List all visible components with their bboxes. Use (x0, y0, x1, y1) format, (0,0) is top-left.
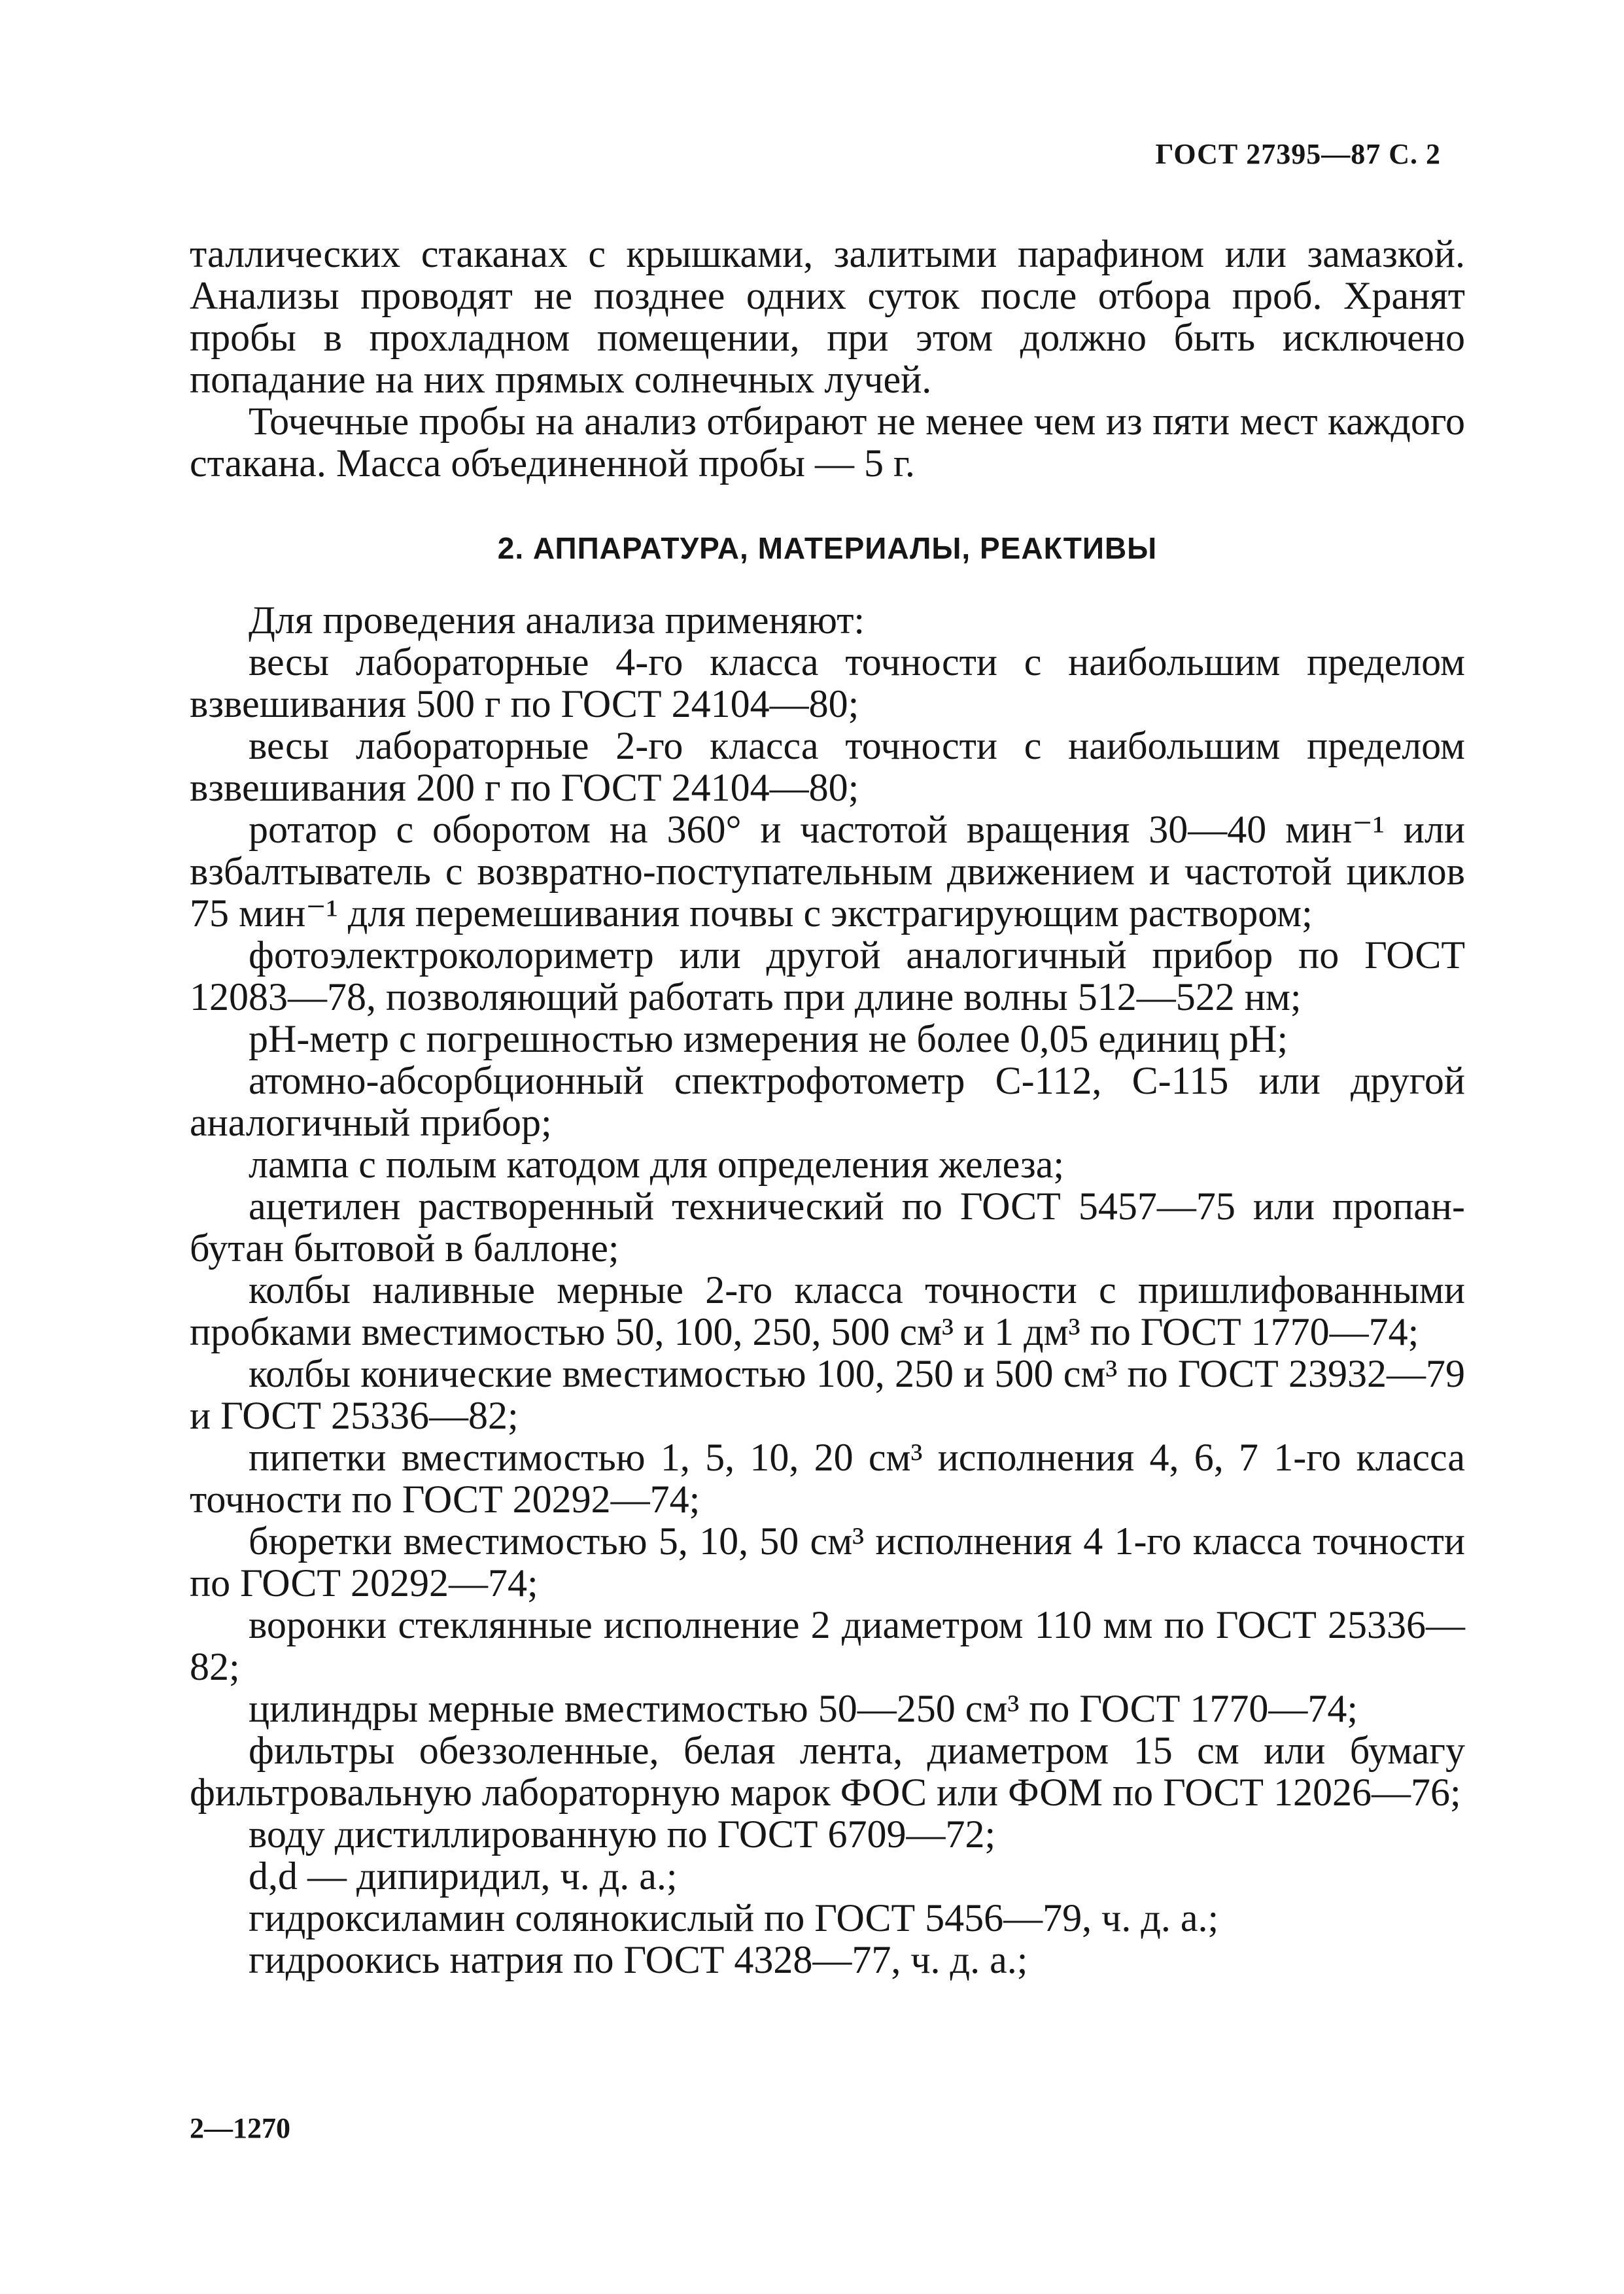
list-item: колбы наливные мерные 2-го класса точности с пришлифованными пробками вместимостью 50, 100, 250, 500 см³ и 1 дм³ по ГОСТ 1770—74; (190, 1268, 1465, 1353)
equipment-list (190, 641, 1465, 1981)
list-item: колбы конические вместимостью 100, 250 и 500 см³ по ГОСТ 23932—79 и ГОСТ 25336—82; (190, 1352, 1465, 1437)
body-text (190, 233, 1465, 1981)
list-item: воронки стеклянные исполнение 2 диаметром 110 мм по ГОСТ 25336—82; (190, 1603, 1465, 1688)
list-item: d,d — дипиридил, ч. д. а.; (249, 1854, 678, 1898)
list-item: атомно-абсорбционный спектрофотометр С-112, С-115 или другой аналогичный прибор; (190, 1059, 1465, 1144)
list-item: гидроксиламин солянокислый по ГОСТ 5456—79, ч. д. а.; (249, 1896, 1219, 1939)
intro-paragraph-continuation: таллических стаканах с крышками, залитыми парафином или замазкой. Анализы проводят не позднее одних суток после отбора проб. Хранят пробы в прохладном помещении, при этом должно быть исключено попадание на них прямых солнечных лучей. (190, 232, 1465, 401)
list-item: пипетки вместимостью 1, 5, 10, 20 см³ исполнения 4, 6, 7 1-го класса точности по ГОСТ 20292—74; (190, 1436, 1465, 1521)
list-item: ацетилен растворенный технический по ГОСТ 5457—75 или пропан-бутан бытовой в баллоне; (190, 1185, 1465, 1270)
list-item: лампа с полым катодом для определения железа; (249, 1143, 1064, 1186)
section-title: 2. АППАРАТУРА, МАТЕРИАЛЫ, РЕАКТИВЫ (497, 531, 1158, 565)
list-item: ротатор с оборотом на 360° и частотой вращения 30—40 мин⁻¹ или взбалтыватель с возвратно-поступательным движением и частотой циклов 75 мин⁻¹ для перемешивания почвы с экстрагирующим раствором; (190, 808, 1465, 935)
list-item: фотоэлектроколориметр или другой аналогичный прибор по ГОСТ 12083—78, позволяющий работать при длине волны 512—522 нм; (190, 933, 1465, 1018)
list-item: весы лабораторные 4-го класса точности с наибольшим пределом взвешивания 500 г по ГОСТ 24104—80; (190, 640, 1465, 725)
list-item: бюретки вместимостью 5, 10, 50 см³ исполнения 4 1-го класса точности по ГОСТ 20292—74; (190, 1520, 1465, 1605)
list-item: гидроокись натрия по ГОСТ 4328—77, ч. д. а.; (249, 1938, 1028, 1981)
list-item: воду дистиллированную по ГОСТ 6709—72; (249, 1813, 996, 1856)
list-item: фильтры обеззоленные, белая лента, диаметром 15 см или бумагу фильтровальную лабораторную марок ФОС или ФОМ по ГОСТ 12026—76; (190, 1729, 1465, 1814)
section-lead: Для проведения анализа применяют: (249, 599, 865, 642)
list-item: pH-метр с погрешностью измерения не более 0,05 единиц pH; (249, 1017, 1288, 1060)
list-item: весы лабораторные 2-го класса точности с наибольшим пределом взвешивания 200 г по ГОСТ 24104—80; (190, 724, 1465, 809)
list-item: цилиндры мерные вместимостью 50—250 см³ по ГОСТ 1770—74; (249, 1687, 1358, 1730)
printer-signature: 2—1270 (190, 2112, 290, 2144)
intro-paragraph-samples: Точечные пробы на анализ отбирают не менее чем из пяти мест каждого стакана. Масса объединенной пробы — 5 г. (190, 400, 1465, 485)
running-header: ГОСТ 27395—87 С. 2 (1155, 138, 1441, 170)
